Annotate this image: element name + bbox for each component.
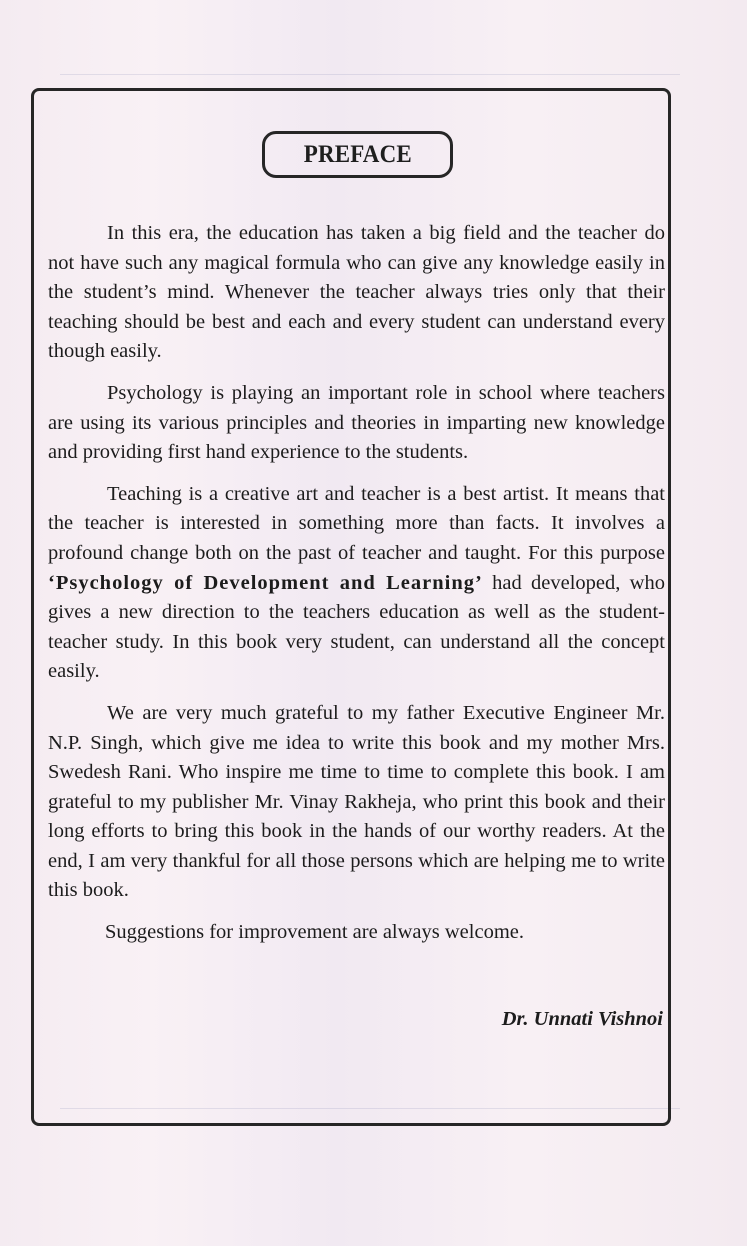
show-through-line [60, 74, 680, 75]
paragraph-2: Psychology is playing an important role in school where teachers are using its various principles and theories in imparting new knowledge and providing first hand experience to the students. [48, 381, 665, 464]
paragraph-3 [48, 480, 665, 687]
paragraph-3-start: Teaching is a creative art and teacher is a best artist. It means that the teacher is interested in something more than facts. It involves a profound change both on the past of teacher and taught. For this purpose [48, 482, 665, 564]
preface-body [48, 219, 665, 948]
paragraph-4: We are very much grateful to my father Executive Engineer Mr. N.P. Singh, which give me idea to write this book and my mother Mrs. Swedesh Rani. Who inspire me time to time to complete this book. I am grateful to my publisher Mr. Vinay Rakheja, who print this book and their long efforts to bring this book in the hands of our worthy readers. At the end, I am very thankful for all those persons which are helping me to write this book. [48, 701, 665, 902]
paragraph-3-end: had developed, who gives a new direction to the teachers education as well as the student-teacher study. In this book very student, can understand all the concept easily. [48, 571, 665, 683]
book-title: ‘Psychology of Development and Learning’ [48, 571, 483, 594]
author-signature: Dr. Unnati Vishnoi [501, 1008, 663, 1030]
closing-line: Suggestions for improvement are always welcome. [105, 921, 524, 944]
preface-heading-box [262, 131, 453, 178]
preface-heading: PREFACE [303, 140, 412, 168]
paragraph-1: In this era, the education has taken a big field and the teacher do not have such any magical formula who can give any knowledge easily in the student’s mind. Whenever the teacher always tries only that their teaching should be best and each and every student can understand every though easily. [48, 222, 665, 363]
